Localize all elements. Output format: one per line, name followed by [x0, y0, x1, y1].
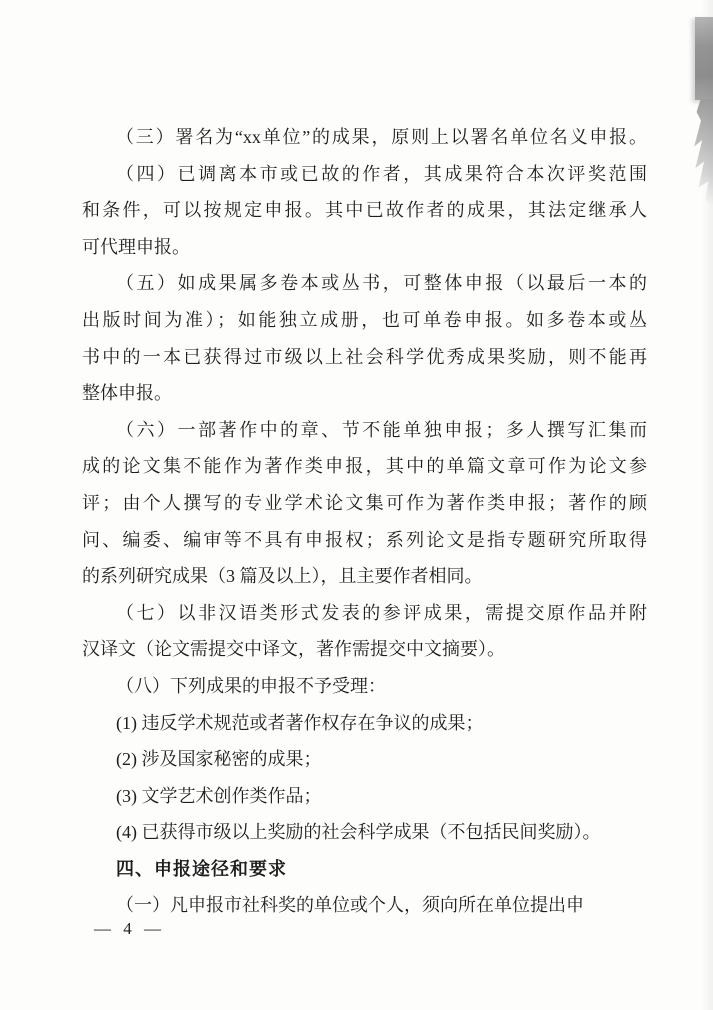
text-line: 成的论文集不能作为著作类申报，其中的单篇文章可作为论文参	[82, 456, 647, 477]
section-heading: 四、申报途径和要求	[116, 858, 287, 879]
text-line: 评；由个人撰写的专业学术论文集可作为著作类申报；著作的顾	[82, 492, 647, 513]
text-line: 出版时间为准）；如能独立成册，也可单卷申报。如多卷本或丛	[82, 309, 647, 330]
page-number: — 4 —	[94, 919, 165, 938]
text-line: 和条件，可以按规定申报。其中已故作者的成果，其法定继承人	[82, 200, 647, 221]
text-line: (3) 文学艺术创作类作品；	[116, 785, 322, 806]
text-line: 的系列研究成果（3 篇及以上），且主要作者相同。	[82, 566, 483, 587]
text-line: （三）署名为“xx单位”的成果，原则上以署名单位名义申报。	[116, 127, 647, 147]
text-line: （五）如成果属多卷本或丛书，可整体申报（以最后一本的	[116, 273, 647, 294]
scan-edge-shadow	[702, 0, 713, 1010]
text-line: (1) 违反学术规范或者著作权存在争议的成果；	[116, 712, 484, 733]
text-line: 书中的一本已获得过市级以上社会科学优秀成果奖励，则不能再	[82, 346, 647, 367]
text-line: 可代理申报。	[82, 236, 190, 257]
text-line: (2) 涉及国家秘密的成果；	[116, 749, 322, 770]
text-line: (4) 已获得市级以上奖励的社会科学成果（不包括民间奖励）。	[116, 822, 601, 843]
text-line: （七）以非汉语类形式发表的参评成果，需提交原作品并附	[116, 602, 647, 623]
text-line: （四）已调离本市或已故的作者，其成果符合本次评奖范围	[116, 163, 647, 184]
text-line: 整体申报。	[82, 383, 172, 404]
text-line: （八）下列成果的申报不予受理：	[116, 675, 386, 696]
text-line: （六）一部著作中的章、节不能单独申报；多人撰写汇集而	[116, 419, 647, 440]
text-line: 汉译文（论文需提交中译文，著作需提交中文摘要）。	[82, 639, 505, 660]
text-line: （一）凡申报市社科奖的单位或个人，须向所在单位提出申	[116, 895, 584, 916]
text-block	[82, 119, 647, 924]
text-line: 问、编委、编审等不具有申报权；系列论文是指专题研究所取得	[82, 529, 647, 550]
